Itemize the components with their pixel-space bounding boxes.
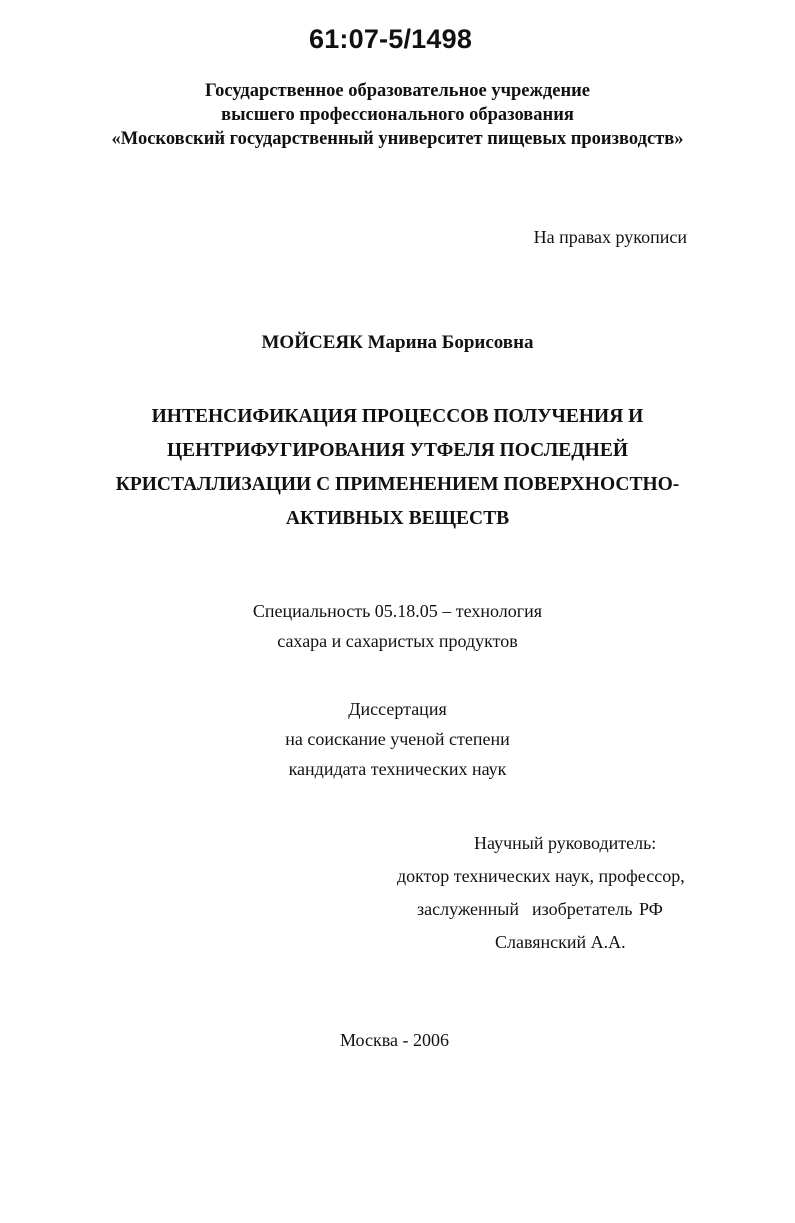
dissertation-title bbox=[0, 400, 795, 536]
author-surname: МОЙСЕЯК bbox=[261, 332, 363, 353]
specialty-block bbox=[0, 596, 795, 656]
degree-line-1: Диссертация bbox=[348, 699, 447, 719]
title-line-3: КРИСТАЛЛИЗАЦИИ С ПРИМЕНЕНИЕМ ПОВЕРХНОСТНО- bbox=[115, 474, 680, 495]
author-given-names: Марина Борисовна bbox=[367, 332, 534, 353]
title-line-1: ИНТЕНСИФИКАЦИЯ ПРОЦЕССОВ ПОЛУЧЕНИЯ И bbox=[151, 406, 644, 427]
institution-block bbox=[0, 79, 795, 151]
specialty-line-2: сахара и сахаристых продуктов bbox=[277, 631, 518, 651]
manuscript-rights-note: На правах рукописи bbox=[533, 227, 687, 247]
place-and-year: Москва - 2006 bbox=[340, 1030, 449, 1050]
supervisor-honor: заслуженный изобретатель РФ bbox=[417, 899, 663, 919]
supervisor-heading: Научный руководитель: bbox=[474, 833, 657, 853]
degree-line-3: кандидата технических наук bbox=[288, 759, 507, 779]
author-name bbox=[0, 332, 795, 354]
institution-line-3: «Московский государственный университет пищевых производств» bbox=[111, 129, 684, 149]
supervisor-degree: доктор технических наук, профессор, bbox=[397, 866, 685, 886]
specialty-line-1: Специальность 05.18.05 – технология bbox=[252, 601, 543, 621]
degree-block bbox=[0, 694, 795, 784]
institution-line-1: Государственное образовательное учреждение bbox=[204, 81, 591, 101]
registration-code: 61:07-5/1498 bbox=[309, 24, 473, 54]
title-line-4: АКТИВНЫХ ВЕЩЕСТВ bbox=[285, 508, 510, 529]
title-line-2: ЦЕНТРИФУГИРОВАНИЯ УТФЕЛЯ ПОСЛЕДНЕЙ bbox=[166, 440, 629, 461]
supervisor-name: Славянский А.А. bbox=[495, 932, 626, 952]
degree-line-2: на соискание ученой степени bbox=[285, 729, 510, 749]
institution-line-2: высшего профессионального образования bbox=[221, 105, 574, 125]
